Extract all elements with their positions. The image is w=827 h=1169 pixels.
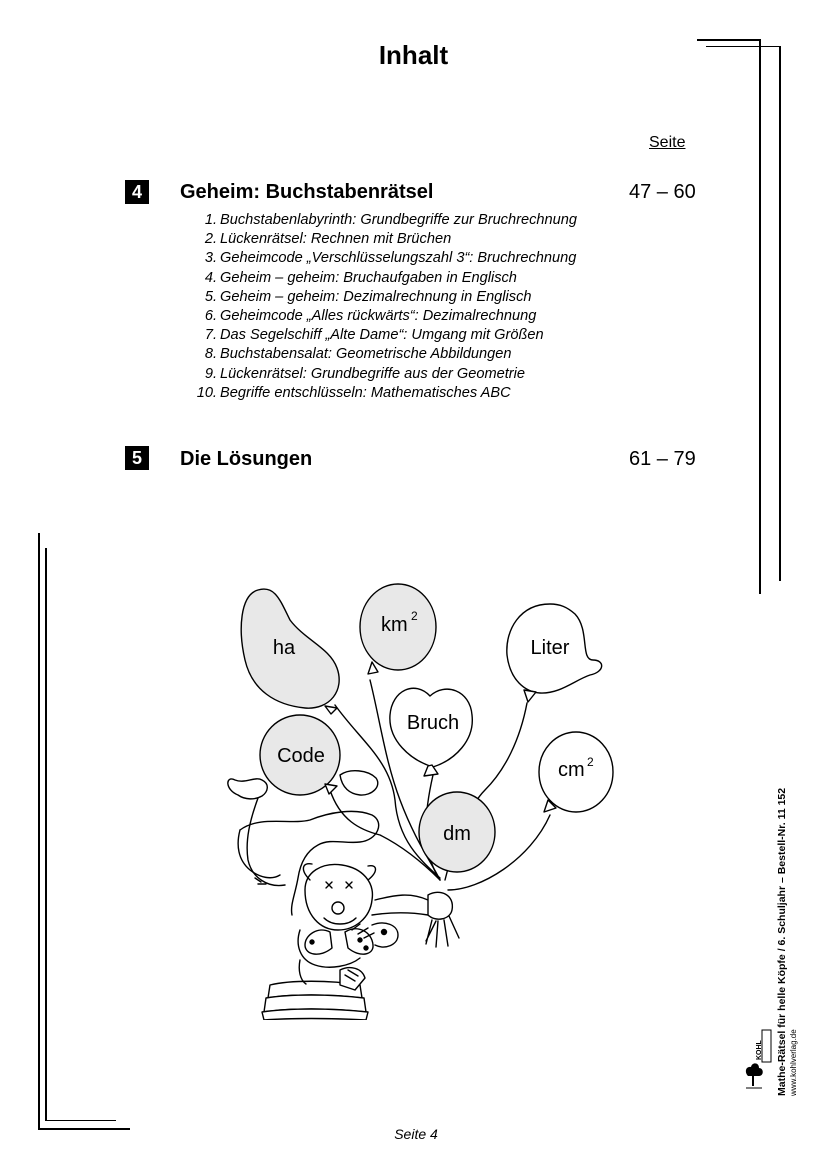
topic-text: Das Segelschiff „Alte Dame“: Umgang mit Größen <box>220 327 544 344</box>
topic-item <box>180 230 650 249</box>
topic-number: 6. <box>204 308 217 325</box>
topic-item <box>180 307 650 326</box>
topic-text: Geheim – geheim: Bruchaufgaben in Englisch <box>220 269 517 286</box>
chapter-pages: 61 – 79 <box>629 448 696 470</box>
topic-number: 1. <box>204 212 217 228</box>
frame-line-right-inner <box>779 46 781 581</box>
chapter-title: Die Lösungen <box>180 448 313 470</box>
topic-text: Buchstabenlabyrinth: Grundbegriffe zur Bruchrechnung <box>220 212 577 228</box>
topic-text: Begriffe entschlüsseln: Mathematisches ABC <box>220 384 511 401</box>
chapter-number-badge: 4 <box>125 180 149 204</box>
topic-number: 7. <box>204 327 217 344</box>
publisher-logo <box>742 1028 772 1098</box>
balloon-label-cm-superscript: 2 <box>587 755 594 769</box>
topic-number: 9. <box>204 365 217 382</box>
topic-number: 5. <box>204 288 217 305</box>
balloon-label-bruch: Bruch <box>406 712 460 734</box>
topic-text: Buchstabensalat: Geometrische Abbildungen <box>220 346 512 363</box>
balloon-label-km: km <box>381 614 408 636</box>
balloon-label-ha: ha <box>272 637 296 659</box>
balloon-label-dm: dm <box>443 823 471 845</box>
topic-text: Geheimcode „Alles rückwärts“: Dezimalrechnung <box>220 308 537 325</box>
topic-item <box>180 345 650 364</box>
page-footer: Seite 4 <box>394 1126 438 1142</box>
topic-item <box>180 211 650 230</box>
chapter-number-badge: 5 <box>125 446 149 470</box>
clown-figure <box>228 771 459 1020</box>
balloon-label-liter: Liter <box>530 637 570 659</box>
topic-number: 10. <box>196 384 217 401</box>
side-order-label: Mathe-Rätsel für helle Köpfe / 6. Schuljahr – Bestell-Nr. 11 152 <box>776 787 788 1096</box>
frame-line-top-right-outer <box>697 39 760 41</box>
topic-text: Lückenrätsel: Grundbegriffe aus der Geometrie <box>220 365 526 382</box>
topic-text: Geheimcode „Verschlüsselungszahl 3“: Bruchrechnung <box>220 250 577 267</box>
page-title: Inhalt <box>378 40 449 70</box>
clown-with-balloons-illustration <box>215 580 635 1020</box>
frame-line-bottom-left-inner <box>45 1120 116 1121</box>
chapter-pages: 47 – 60 <box>629 181 696 203</box>
balloon-label-cm: cm <box>558 759 585 781</box>
topic-item <box>180 288 650 307</box>
column-header-seite: Seite <box>649 134 686 151</box>
balloon-label-code: Code <box>277 745 325 767</box>
topic-item <box>180 365 650 384</box>
topic-text: Lückenrätsel: Rechnen mit Brüchen <box>220 231 452 248</box>
chapter-title: Geheim: Buchstabenrätsel <box>180 181 434 203</box>
frame-line-right-outer <box>759 39 761 594</box>
topic-number: 3. <box>204 250 217 267</box>
topic-item <box>180 249 650 268</box>
publisher-logo-text: KOHL <box>756 1040 763 1060</box>
topic-number: 2. <box>204 231 217 248</box>
frame-line-top-right-inner <box>706 46 781 47</box>
topic-item <box>180 326 650 345</box>
balloon-label-km-superscript: 2 <box>411 609 418 623</box>
topic-number: 4. <box>204 269 217 286</box>
topic-item <box>180 269 650 288</box>
topic-text: Geheim – geheim: Dezimalrechnung in Englisch <box>220 288 532 305</box>
topic-number: 8. <box>204 346 217 363</box>
topic-item <box>180 384 650 403</box>
publisher-url: www.kohlverlag.de <box>789 1029 798 1096</box>
chapter-4-topic-list <box>180 211 650 403</box>
frame-line-left-outer <box>38 533 40 1130</box>
frame-line-left-inner <box>45 548 47 1121</box>
